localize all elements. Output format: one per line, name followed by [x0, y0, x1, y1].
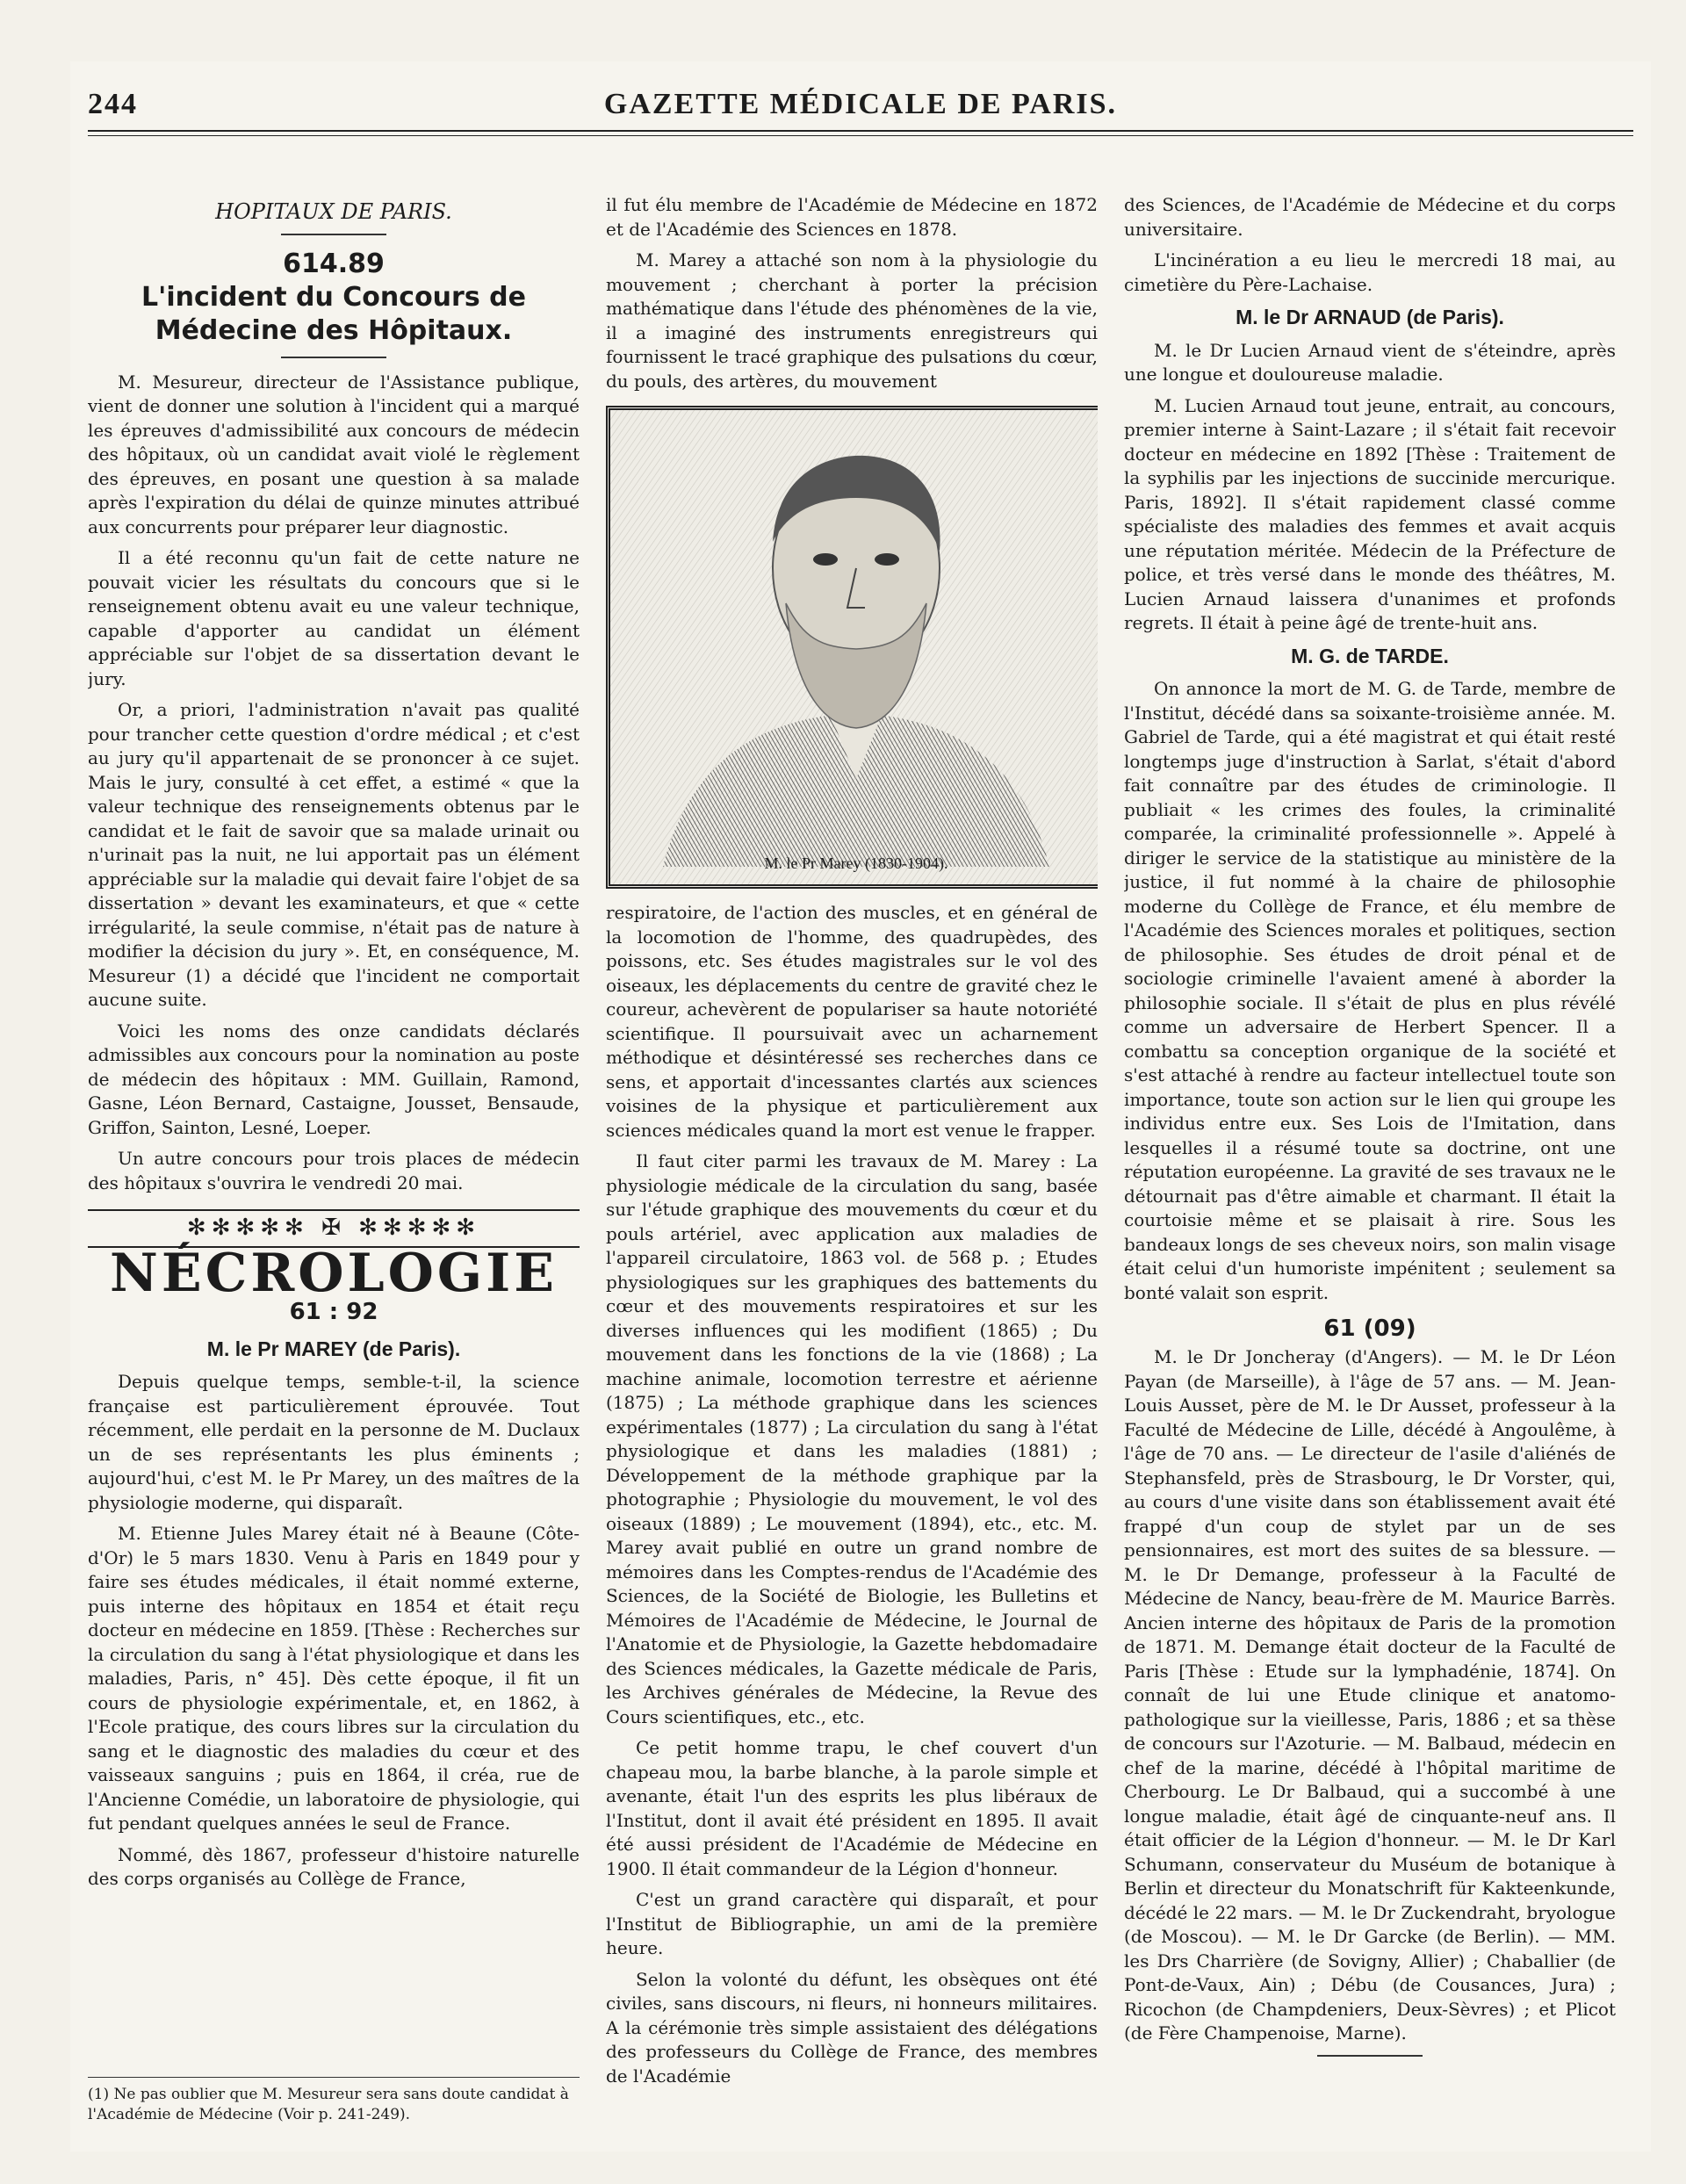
end-divider	[1317, 2055, 1423, 2057]
paragraph: Il faut citer parmi les travaux de M. Marey : La physiologie médicale de la circulation du sang, basée sur l'étude graphique des mouvements du cœur et du pouls artériel, avec application aux maladies de l'appareil circulatoire, 1863 vol. de 568 p. ; Etudes physiologiques sur les graphiques des battements du cœur et des mouvements respiratoires et sur les diverses influences qui les modifient (1865) ; Du mouvement dans les fonctions de la vie (1868) ; La machine animale, locomotion terrestre et aérienne (1875) ; La méthode graphique dans les sciences expérimentales (1877) ; La circulation du sang à l'état physiologique et dans les maladies (1881) ; Développement de la méthode graphique par la photographie ; Physiologie du mouvement, le vol des oiseaux (1889) ; Le mouvement (1894), etc., etc. M. Marey avait publié en outre un grand nombre de mémoires dans les Comptes-rendus de l'Académie des Sciences, de la Société de Biologie, les Bulletins et Mémoires de l'Académie de Médecine, le Journal de l'Anatomie et de Physiologie, la Gazette hebdomadaire des Sciences médicales, la Gazette médicale de Paris, les Archives générales de Médecine, la Revue des Cours scientifiques, etc., etc.	[606, 1150, 1098, 1727]
paragraph: L'incinération a eu lieu le mercredi 18 mai, au cimetière du Père-Lachaise.	[1124, 249, 1616, 295]
paragraph: M. le Dr Lucien Arnaud vient de s'éteindre, après une longue et douloureuse maladie.	[1124, 339, 1616, 385]
ornamental-divider: ✻✻✻✻✻ ✠ ✻✻✻✻✻	[88, 1209, 580, 1248]
paragraph: Voici les noms des onze candidats déclarés admissibles aux concours pour la nomination au poste de médecin des hôpitaux : MM. Guillain, Ramond, Gasne, Léon Bernard, Castaigne, Jousset, Bensaude, Griffon, Sainton, Lesné, Loeper.	[88, 1020, 580, 1138]
paragraph: Un autre concours pour trois places de médecin des hôpitaux s'ouvrira le vendredi 20 mai.	[88, 1148, 580, 1193]
paragraph: Ce petit homme trapu, le chef couvert d'un chapeau mou, la barbe blanche, à la parole simple et avenante, était l'un des esprits les plus libéraux de l'Institut, dont il avait été président en 1895. Il avait été aussi président de l'Académie de Médecine en 1900. Il était commandeur de la Légion d'honneur.	[606, 1737, 1098, 1879]
page-number: 244	[88, 88, 138, 120]
journal-title: GAZETTE MÉDICALE DE PARIS.	[603, 88, 1118, 120]
divider	[281, 234, 386, 235]
page-header	[88, 79, 1633, 132]
column-2	[606, 193, 1098, 2125]
header-rule-thin	[88, 135, 1633, 136]
newspaper-page	[70, 61, 1651, 2152]
paragraph: M. le Dr Joncheray (d'Angers). — M. le Dr Léon Payan (de Marseille), à l'âge de 57 ans. — M. Jean-Louis Ausset, père de M. le Dr Ausset, professeur à la Faculté de Médecine de Lille, décédé à Angoulême, à l'âge de 70 ans. — Le directeur de l'asile d'aliénés de Stephansfeld, près de Strasbourg, le Dr Vorster, qui, au cours d'une visite dans son établissement avait été frappé d'un coup de stylet par un de ses pensionnaires, est mort des suites de sa blessure. — M. le Dr Demange, professeur à la Faculté de Médecine de Nancy, beau-frère de M. Maurice Barrès. Ancien interne des hôpitaux de Paris de la promotion de 1871. M. Demange était docteur de la Faculté de Paris [Thèse : Etude sur la lymphadénie, 1874]. On connaît de lui une Etude clinique et anatomo-pathologique sur la vieillesse, Paris, 1886 ; et sa thèse de concours sur l'Azoturie. — M. Balbaud, médecin en chef de la marine, décédé à l'hôpital maritime de Cherbourg. Le Dr Balbaud, qui a succombé à une longue maladie, était âgé de cinquante-neuf ans. Il était officier de la Légion d'honneur. — M. le Dr Karl Schumann, conservateur du Muséum de botanique à Berlin et directeur du Monatschrift für Kakteenkunde, décédé le 22 mars. — M. le Dr Zuckendraht, bryologue (de Moscou). — M. le Dr Garcke (de Berlin). — MM. les Drs Charrière (de Sovigny, Allier) ; Chaballier (de Pont-de-Vaux, Ain) ; Débu (de Cousances, Jura) ; Ricochon (de Champdeniers, Deux-Sèvres) ; et Plicot (de Fère Champenoise, Marne).	[1124, 1346, 1616, 2043]
paragraph: Il a été reconnu qu'un fait de cette nature ne pouvait vicier les résultats du concours que si le renseignement obtenu avait eu une valeur technique, capable d'apporter au candidat un élément appréciable sur l'objet de sa dissertation devant le jury.	[88, 547, 580, 689]
portrait-marey	[606, 406, 1098, 889]
paragraph: il fut élu membre de l'Académie de Médecine en 1872 et de l'Académie des Sciences en 1878.	[606, 194, 1098, 240]
divider	[281, 357, 386, 358]
paragraph: M. Lucien Arnaud tout jeune, entrait, au concours, premier interne à Saint-Lazare ; il s'était fait recevoir docteur en médecine en 1892 [Thèse : Traitement de la syphilis par les injections de succinide mercurique. Paris, 1892]. Il s'était rapidement classé comme spécialiste des maladies des femmes et avait acquis une réputation méritée. Médecin de la Préfecture de police, et très versé dans le monde des théâtres, M. Lucien Arnaud laissera d'unanimes et profonds regrets. Il était à peine âgé de trente-huit ans.	[1124, 394, 1616, 633]
paragraph: M. Mesureur, directeur de l'Assistance publique, vient de donner une solution à l'incident qui a marqué les épreuves d'admissibilité aux concours de médecin des hôpitaux, où un candidat avait violé le règlement des épreuves, en posant une question à sa malade après l'expiration du délai de quinze minutes attribué aux concurrents pour préparer leur diagnostic.	[88, 371, 580, 537]
footnote: (1) Ne pas oublier que M. Mesureur sera sans doute candidat à l'Académie de Médecine (Voir p. 241-249).	[88, 2077, 580, 2125]
paragraph: des Sciences, de l'Académie de Médecine et du corps universitaire.	[1124, 194, 1616, 240]
paragraph: On annonce la mort de M. G. de Tarde, membre de l'Institut, décédé dans sa soixante-troisième année. M. Gabriel de Tarde, qui a été magistrat et qui était resté longtemps juge d'instruction à Sarlat, s'était d'abord fait connaître par des études de criminologie. Il publiait « les crimes des foules, la criminalité comparée, la criminalité professionnelle ». Appelé à diriger le service de la statistique au ministère de la justice, il fut nommé à la chaire de philosophie moderne du Collège de France, et élu membre de l'Académie des Sciences morales et politiques, section de philosophie. Ses études de droit pénal et de sociologie criminelle l'avaient amené à aborder la philosophie sociale. Il s'était de plus en plus révélé comme un adversaire de Herbert Spencer. Il a combattu sa conception organique de la société et s'est attaché à rendre au facteur intellectuel toute son importance, toute son action sur le lien qui groupe les individus entre eux. Ses Lois de l'Imitation, dans lesquelles il a résumé toute sa doctrine, ont une réputation européenne. La gravité de ses travaux ne le détournait pas d'être aimable et charmant. Il était la courtoisie même et se plaisait à rire. Sous les bandeaux longs de ses cheveux noirs, son malin visage était celui d'un humoriste impénitent ; seulement sa bonté valait son esprit.	[1124, 678, 1616, 1303]
header-rule	[88, 130, 1633, 132]
paragraph: M. Marey a attaché son nom à la physiologie du mouvement ; cherchant à porter la précision mathématique dans l'étude des phénomènes de la vie, il a imaginé des instruments enregistreurs qui fournissent le tracé graphique des pulsations du cœur, du pouls, des artères, du mouvement	[606, 249, 1098, 392]
portrait-caption: M. le Pr Marey (1830-1904).	[764, 854, 948, 872]
article-number: 614.89	[283, 248, 385, 279]
necrology-heading: NÉCROLOGIE	[110, 1243, 558, 1304]
obituary-title-tarde: M. G. de TARDE.	[1291, 644, 1449, 667]
paragraph: Or, a priori, l'administration n'avait pas qualité pour trancher cette question d'ordre médical ; et c'est au jury qu'il appartenait de se prononcer à ce sujet. Mais le jury, consulté à cet effet, a estimé « que la valeur technique des renseignements obtenus par le candidat et le fait de savoir que sa malade urinait ou n'urinait pas la nuit, ne lui apportait pas un élément appréciable sur la maladie qui devait faire l'objet de sa dissertation » devant les examinateurs, et que « cette irrégularité, la seule commise, n'était pas de nature à modifier la décision du jury ». Et, en conséquence, M. Mesureur (1) a décidé que l'incident ne comportait aucune suite.	[88, 699, 580, 1010]
column-3	[1124, 193, 1616, 2125]
article-title: L'incident du Concours de Médecine des Hôpitaux.	[141, 281, 526, 346]
obituary-title-marey: M. le Pr MAREY (de Paris).	[206, 1337, 461, 1360]
list-number: 61 (09)	[1323, 1315, 1416, 1342]
column-1	[88, 193, 580, 2125]
paragraph: Depuis quelque temps, semble-t-il, la science française est particulièrement éprouvée. Tout récemment, elle perdait en la personne de M. Duclaux un de ses représentants les plus éminents ; aujourd'hui, c'est M. le Pr Marey, un des maîtres de la physiologie moderne, qui disparaît.	[88, 1371, 580, 1513]
section-title: HOPITAUX DE PARIS.	[215, 199, 452, 224]
paragraph: respiratoire, de l'action des muscles, et en général de la locomotion de l'homme, des quadrupèdes, des poissons, etc. Ses études magistrales sur le vol des oiseaux, les déplacements du centre de gravité chez le coureur, achevèrent de populariser sa haute notoriété scientifique. Il poursuivait avec un acharnement méthodique et désintéressé ses recherches dans ce sens, et apportait d'incessantes clartés aux sciences voisines de la physique et particulièrement aux sciences médicales quand la mort est venue le frapper.	[606, 902, 1098, 1141]
obituary-title-arnaud: M. le Dr ARNAUD (de Paris).	[1236, 306, 1504, 328]
portrait-engraving-icon	[610, 410, 1098, 884]
paragraph: Nommé, dès 1867, professeur d'histoire naturelle des corps organisés au Collège de France,	[88, 1843, 580, 1889]
paragraph: M. Etienne Jules Marey était né à Beaune (Côte-d'Or) le 5 mars 1830. Venu à Paris en 1849 pour y faire ses études médicales, il était nommé externe, puis interne des hôpitaux en 1854 et était reçu docteur en médecine en 1859. [Thèse : Recherches sur la circulation du sang à l'état physiologique et dans les maladies, Paris, n° 45]. Dès cette époque, il fit un cours de physiologie expérimentale, et, en 1862, à l'Ecole pratique, des cours libres sur la circulation du sang et le diagnostic des maladies du cœur et des vaisseaux sanguins ; puis en 1864, il créa, rue de l'Ancienne Comédie, un laboratoire de physiologie, qui fut pendant quelques années le seul de France.	[88, 1523, 580, 1834]
necrology-number: 61 : 92	[289, 1298, 378, 1325]
paragraph: C'est un grand caractère qui disparaît, et pour l'Institut de Bibliographie, un ami de la première heure.	[606, 1889, 1098, 1958]
paragraph: Selon la volonté du défunt, les obsèques ont été civiles, sans discours, ni fleurs, ni honneurs militaires. A la cérémonie très simple assistaient des délégations des professeurs du Collège de France, des membres de l'Académie	[606, 1968, 1098, 2087]
